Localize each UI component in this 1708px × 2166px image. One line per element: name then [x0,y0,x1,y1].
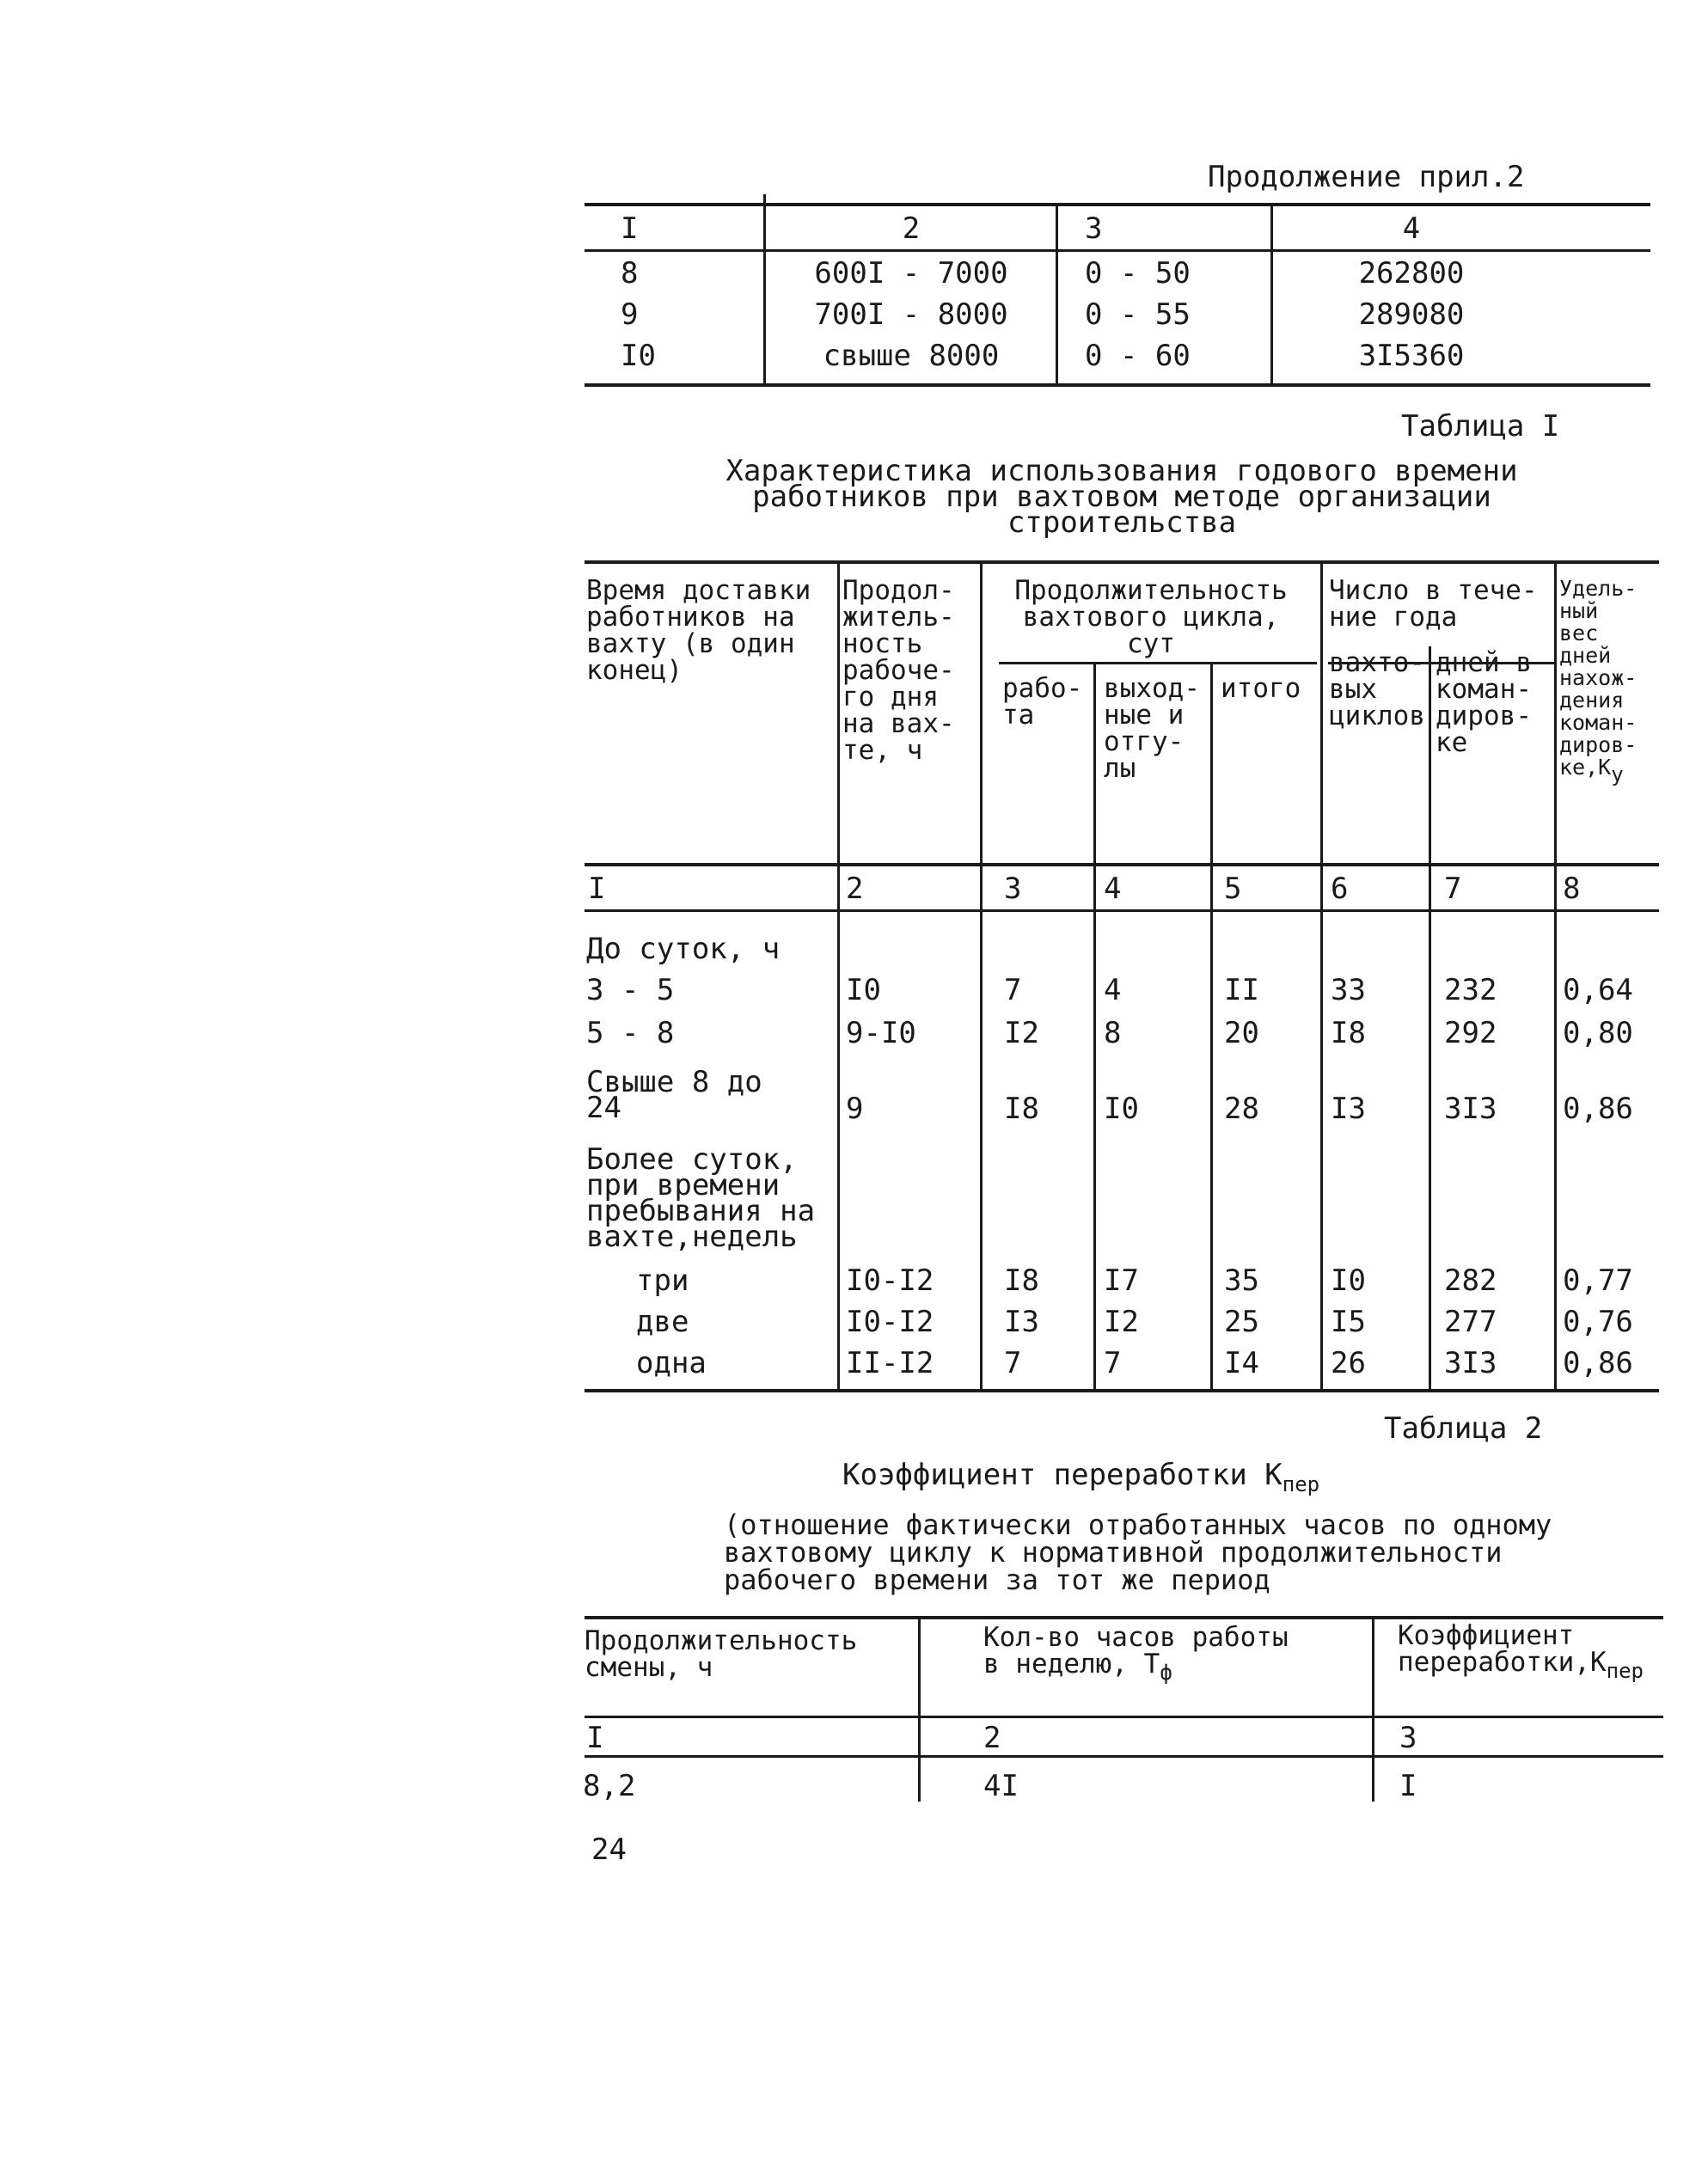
cell: 282 [1444,1264,1497,1298]
table1-number-cell: 5 [1224,872,1242,906]
table2-title-text: Коэффициент переработки К [842,1458,1283,1492]
cell: одна [636,1346,707,1380]
table1-header-col8-text: Удель- ный вес дней нахож- дения коман- диров- ке,К [1559,576,1638,780]
table1-header-col2: Продол- житель- ность рабоче- го дня на вах- те, ч [842,575,955,766]
cell: 0,77 [1563,1264,1633,1298]
rule [585,1389,1659,1392]
table1-header-col8 [1559,578,1637,786]
table1-title-line: строительства [1007,505,1237,540]
table2-header-col3 [1398,1620,1644,1685]
table1-header-col3: рабо- та [1002,673,1083,731]
cell: 0,86 [1563,1092,1633,1126]
rule [585,863,1659,866]
rule [585,203,1650,206]
continuation-title: Продолжение прил.2 [1208,160,1525,194]
cell: 5 - 8 [586,1016,675,1050]
table2-number-cell: 3 [1399,1721,1417,1755]
cell: 25 [1224,1305,1259,1339]
cell: 3 - 5 [586,973,675,1007]
cell: I7 [1104,1264,1139,1298]
cell: 20 [1224,1016,1259,1050]
table1-section-heading: Более суток, при времени пребывания на вахте,недель [586,1142,816,1254]
cell: I0 [846,973,881,1007]
column-rule [980,560,983,1391]
cell: II [1224,973,1259,1007]
cell: Свыше 8 до 24 [586,1065,762,1125]
cell: 0,80 [1563,1016,1633,1050]
table1-label: Таблица I [1401,409,1560,444]
cell: 0 - 55 [1085,297,1191,332]
cell: 8 [621,256,639,291]
cell: 4I [983,1769,1019,1803]
cell: 4 [1104,973,1122,1007]
cell: 8,2 [583,1769,636,1803]
cell: I0 [1104,1092,1139,1126]
table2-header-col3-sub: пер [1606,1659,1644,1683]
column-rule [1372,1616,1374,1802]
continuation-header-cell: 3 [1085,211,1103,246]
table1-header-col6: вахто- вых циклов [1329,647,1425,731]
cell: 277 [1444,1305,1497,1339]
cell: I5 [1331,1305,1366,1339]
column-rule [1429,646,1431,1391]
cell: I0 [621,339,656,373]
cell: I3 [1004,1305,1039,1339]
table2-number-cell: 2 [983,1721,1001,1755]
table1-title-line: работников при вахтовом методе организации [752,480,1491,514]
cell: 9 [621,297,639,332]
table1-number-cell: 8 [1563,872,1581,906]
cell: I8 [1331,1016,1366,1050]
table1-number-cell: 3 [1004,872,1022,906]
column-rule [918,1616,921,1802]
table1-header-col8-sub: у [1611,762,1624,786]
cell: две [636,1305,689,1339]
table2-header-col2-text: Кол-во часов работы в неделю, Т [983,1622,1289,1680]
cell: I2 [1004,1016,1039,1050]
table2-title [842,1459,1319,1500]
rule [585,1616,1663,1619]
table1-number-cell: 2 [846,872,864,906]
table1-header-cycle-group: Продолжительность вахтового цикла, сут [1014,575,1288,659]
continuation-header-cell: I [621,211,639,246]
cell: 700I - 8000 [814,297,1008,332]
table1-header-col5: итого [1221,673,1301,704]
cell: 3I5360 [1358,339,1465,373]
page-number: 24 [591,1833,627,1867]
table2-header-col3-text: Коэффициент переработки,К [1398,1620,1607,1678]
cell: I8 [1004,1092,1039,1126]
cell: I [1399,1769,1417,1803]
cell: 7 [1004,1346,1022,1380]
table1-header-col4: выход- ные и отгу- лы [1104,673,1200,784]
table2-label: Таблица 2 [1384,1411,1543,1446]
table1-number-cell: 6 [1331,872,1349,906]
rule [585,1755,1663,1758]
cell: 0,76 [1563,1305,1633,1339]
table1-section-heading: До суток, ч [586,932,781,966]
cell: свыше 8000 [823,339,1000,373]
cell: I0-I2 [846,1305,934,1339]
continuation-header-cell: 4 [1402,211,1421,246]
cell: 35 [1224,1264,1259,1298]
cell: 9 [846,1092,864,1126]
rule [585,560,1659,564]
table1-header-col7: дней в коман- диров- ке [1436,647,1532,758]
column-rule [763,194,766,385]
cell: 0,64 [1563,973,1633,1007]
rule [585,1716,1663,1718]
table1-number-cell: 7 [1444,872,1462,906]
table2-header-col2 [983,1624,1289,1686]
cell: II-I2 [846,1346,934,1380]
column-rule [1056,203,1058,385]
cell: 0 - 60 [1085,339,1191,373]
rule [585,383,1650,387]
cell: I4 [1224,1346,1259,1380]
table2-title-sub: пер [1282,1472,1320,1496]
cell: 7 [1004,973,1022,1007]
rule [999,662,1317,664]
cell: 26 [1331,1346,1366,1380]
continuation-header-cell: 2 [902,211,921,246]
cell: 8 [1104,1016,1122,1050]
column-rule [1270,203,1273,385]
cell: I2 [1104,1305,1139,1339]
cell: 292 [1444,1016,1497,1050]
rule [585,909,1659,912]
table1-header-col1: Время доставки работников на вахту (в один конец) [586,575,811,686]
table1-number-cell: 4 [1104,872,1122,906]
cell: 3I3 [1444,1092,1497,1126]
table2-header-col2-sub: ф [1160,1661,1172,1685]
table1-number-cell: I [588,872,606,906]
rule [585,249,1650,252]
table2-subtitle: (отношение фактически отработанных часов по одному вахтовому циклу к нормативной продолжительности рабочего времени за тот же период [724,1508,1552,1596]
table1-header-count-group: Число в тече- ние года [1329,575,1538,633]
cell: I8 [1004,1264,1039,1298]
column-rule [1210,662,1213,1391]
cell: 3I3 [1444,1346,1497,1380]
cell: 0 - 50 [1085,256,1191,291]
cell: 33 [1331,973,1366,1007]
cell: 28 [1224,1092,1259,1126]
column-rule [1093,662,1096,1391]
column-rule [1554,560,1557,1391]
cell: три [636,1264,689,1298]
cell: 289080 [1358,297,1465,332]
cell: I0-I2 [846,1264,934,1298]
cell: 0,86 [1563,1346,1633,1380]
column-rule [1320,560,1323,1391]
cell: 7 [1104,1346,1122,1380]
cell: 232 [1444,973,1497,1007]
table2-header-col1: Продолжительность смены, ч [585,1625,858,1683]
cell: I0 [1331,1264,1366,1298]
cell: I3 [1331,1092,1366,1126]
table1-title-line: Характеристика использования годового времени [725,454,1518,488]
cell: 600I - 7000 [814,256,1008,291]
cell: 262800 [1358,256,1465,291]
column-rule [837,560,840,1391]
cell: 9-I0 [846,1016,916,1050]
table2-number-cell: I [586,1721,604,1755]
